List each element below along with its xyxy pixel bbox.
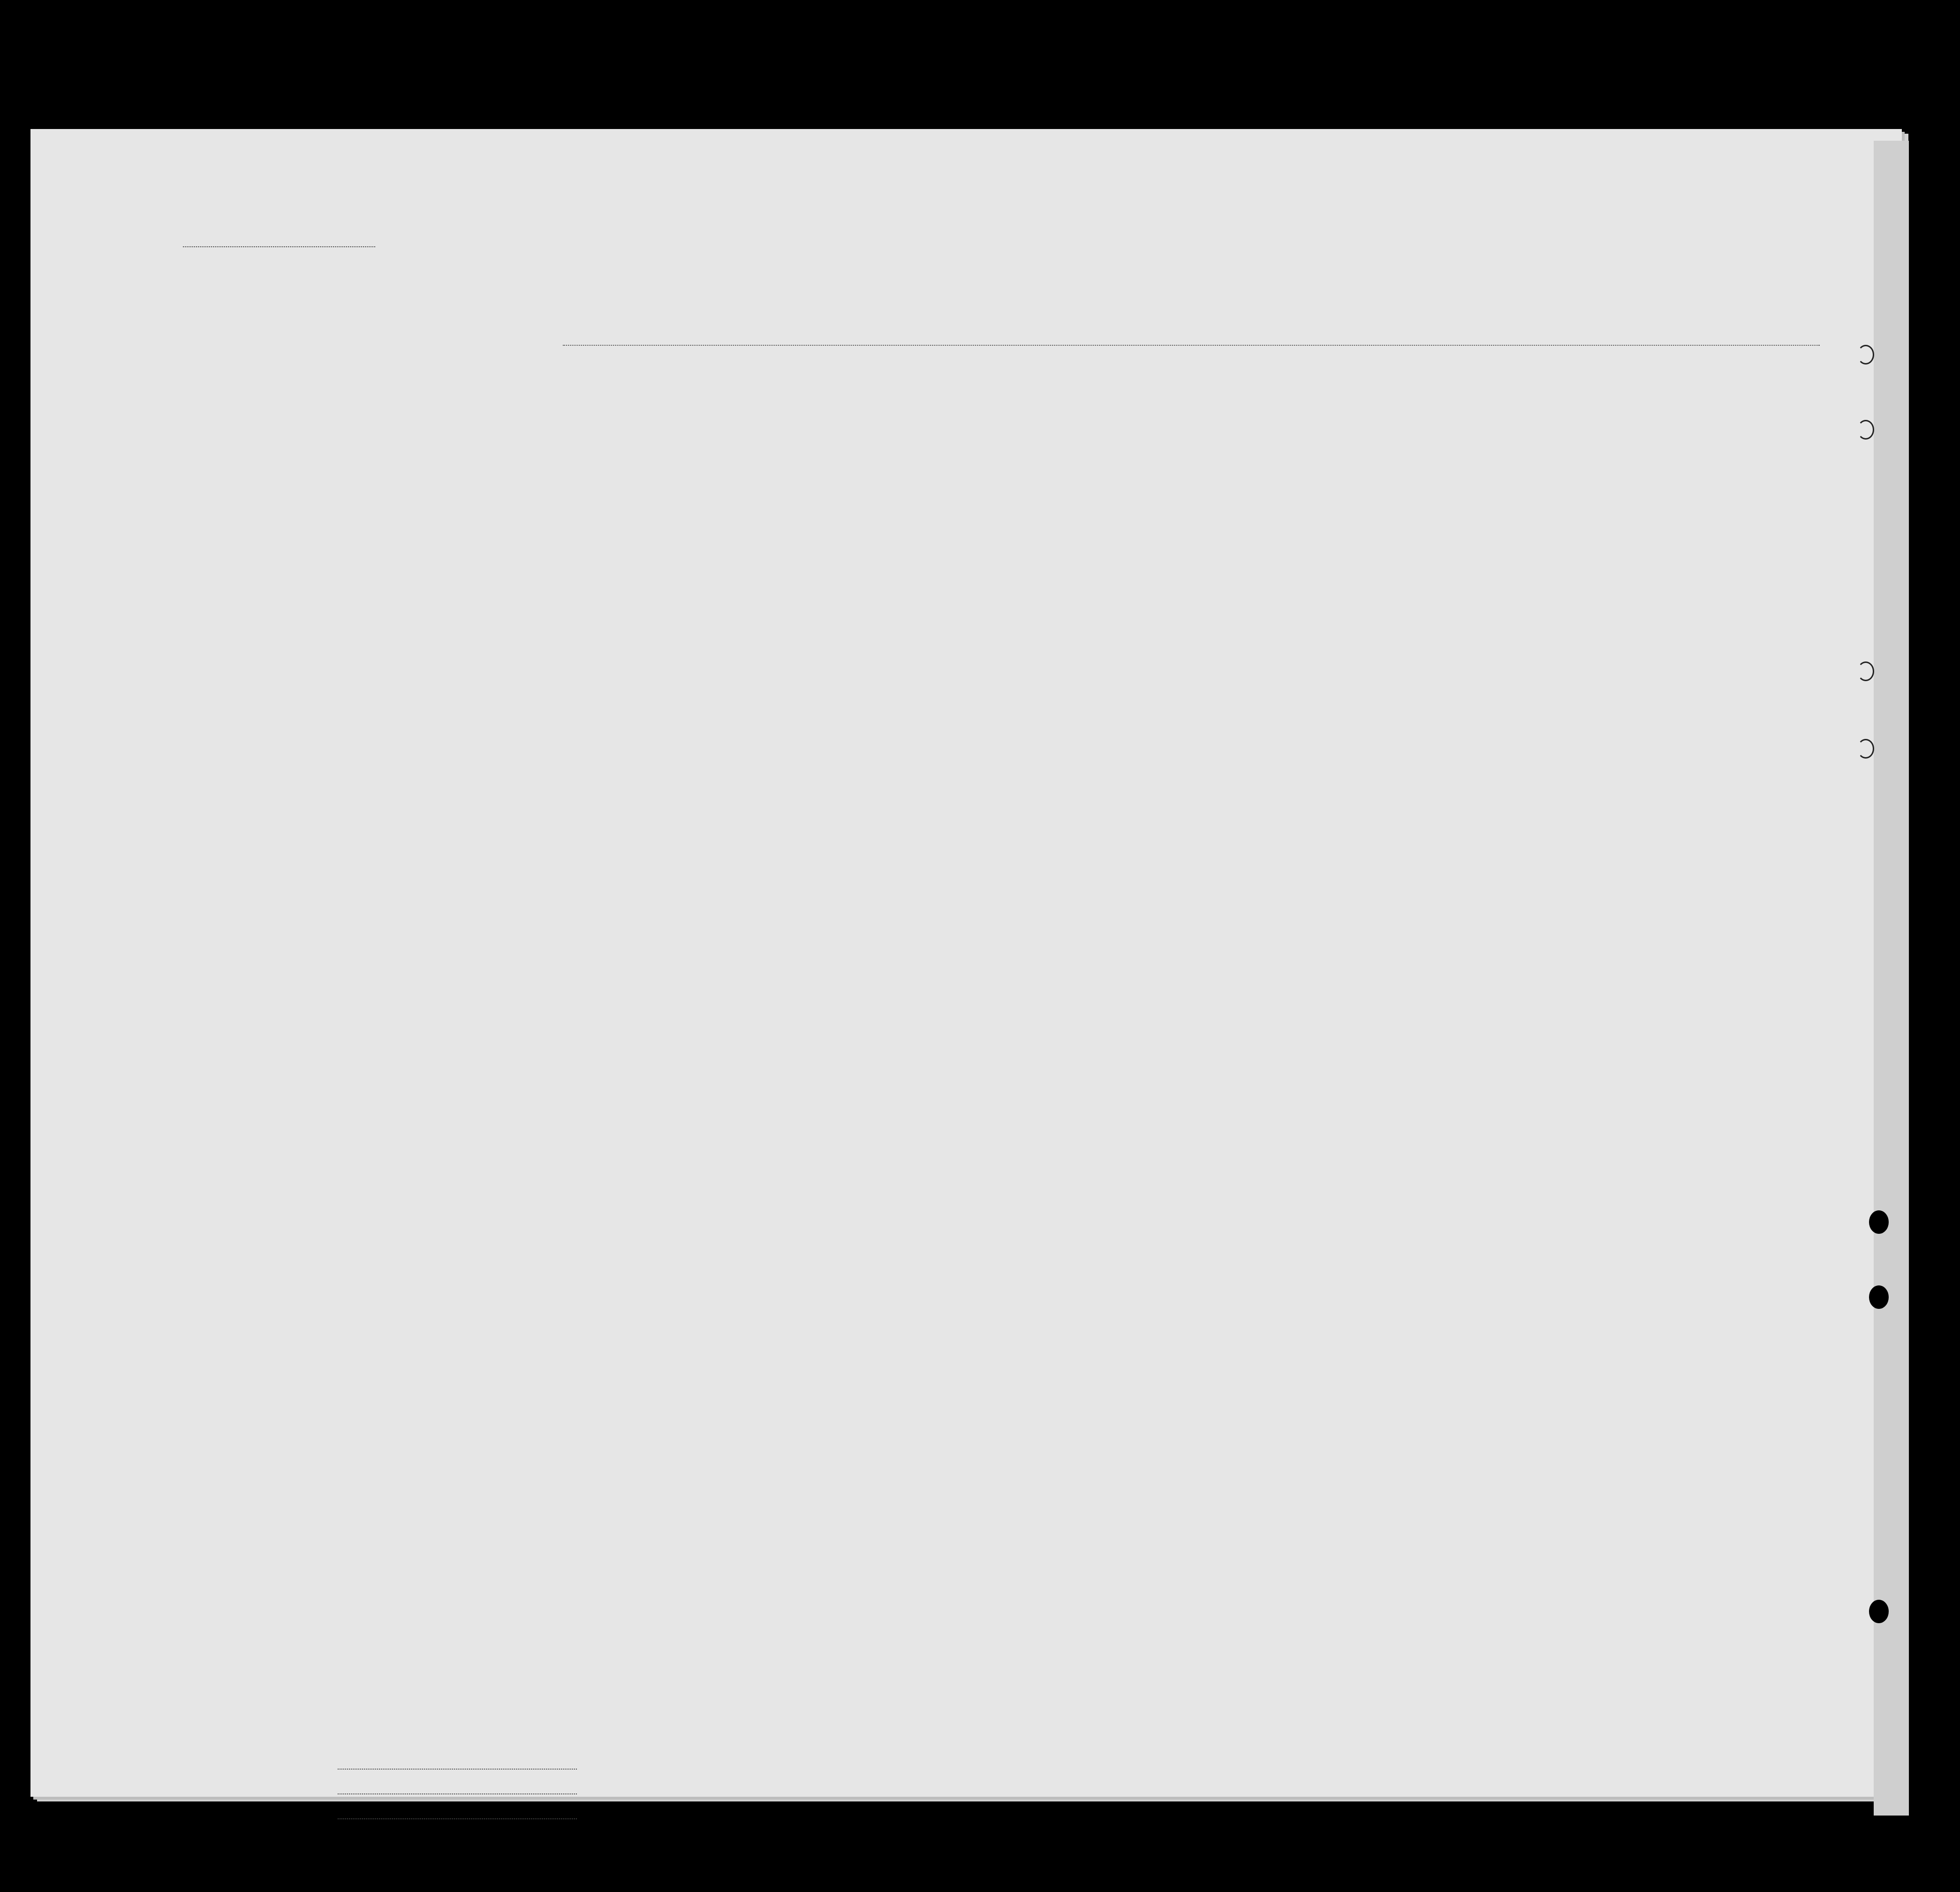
punch-hole <box>1869 1285 1889 1309</box>
binder-ring <box>1857 661 1874 681</box>
citizens-rule <box>338 1793 577 1794</box>
ship-line-rule <box>563 345 1820 346</box>
binder-ring <box>1857 345 1874 365</box>
total-rule <box>338 1769 577 1770</box>
aliens-rule <box>338 1818 577 1819</box>
binder-ring <box>1857 420 1874 440</box>
punch-hole <box>1869 1600 1889 1623</box>
binder-ring <box>1857 739 1874 759</box>
list-rule <box>183 246 375 247</box>
punch-hole <box>1869 1210 1889 1234</box>
